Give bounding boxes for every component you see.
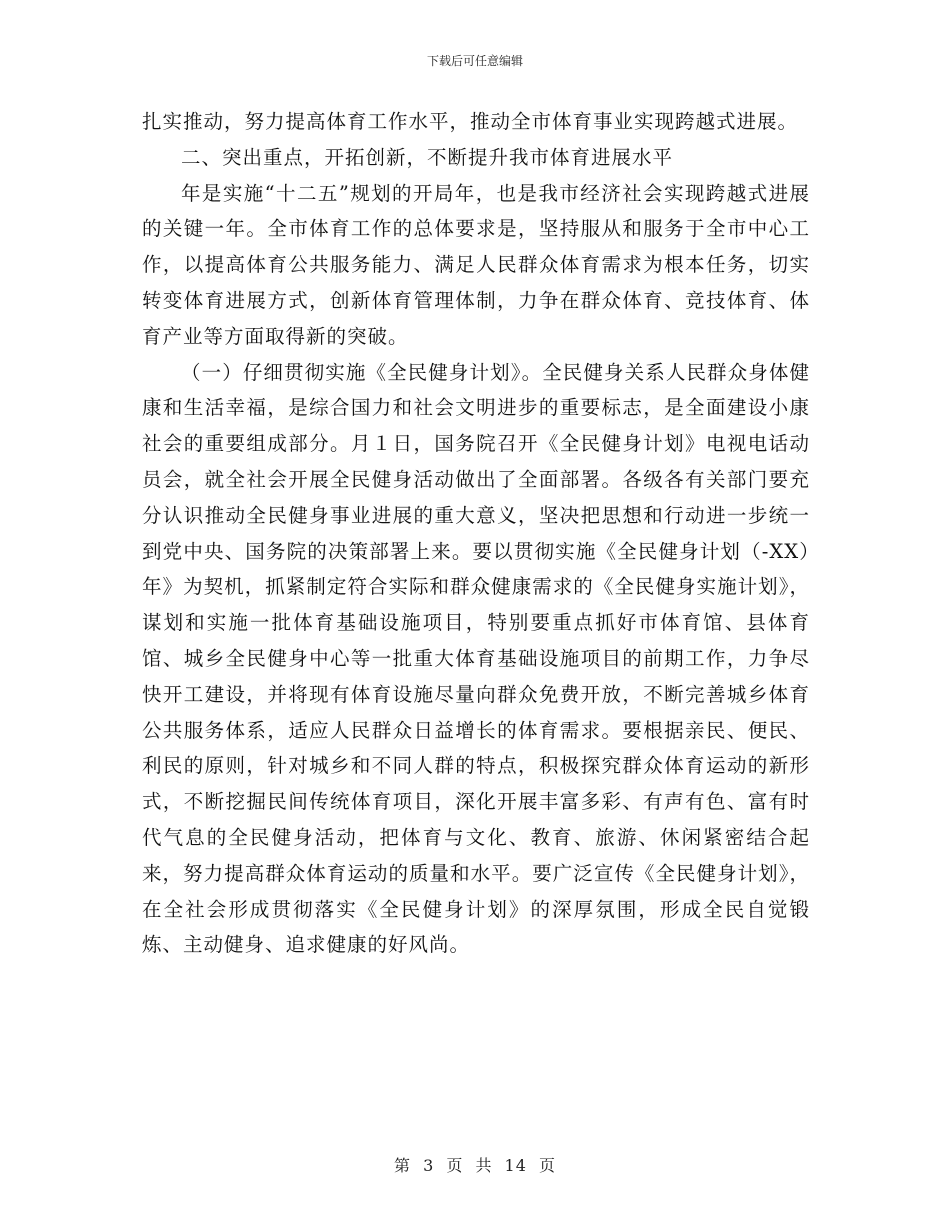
document-body <box>142 104 810 963</box>
section-heading: 二、突出重点，开拓创新，不断提升我市体育进展水平 <box>181 145 674 169</box>
paragraph-3: （一）仔细贯彻实施《全民健身计划》。全民健身关系人民群众身体健康和生活幸福，是综合国力和社会文明进步的重要标志，是全面建设小康社会的重要组成部分。月１日，国务院召开《全民健身计划》电视电话动员会，就全社会开展全民健身活动做出了全面部署。各级各有关部门要充分认识推动全民健身事业进展的重大意义，坚决把思想和行动进一步统一到党中央、国务院的决策部署上来。要以贯彻实施《全民健身计划（-XX）年》为契机，抓紧制定符合实际和群众健康需求的《全民健身实施计划》，谋划和实施一批体育基础设施项目，特别要重点抓好市体育馆、县体育馆、城乡全民健身中心等一批重大体育基础设施项目的前期工作，力争尽快开工建设，并将现有体育设施尽量向群众免费开放，不断完善城乡体育公共服务体系，适应人民群众日益增长的体育需求。要根据亲民、便民、利民的原则，针对城乡和不同人群的特点，积极探究群众体育运动的新形式，不断挖掘民间传统体育项目，深化开展丰富多彩、有声有色、富有时代气息的全民健身活动，把体育与文化、教育、旅游、休闲紧密结合起来，努力提高群众体育运动的质量和水平。要广泛宣传《全民健身计划》，在全社会形成贯彻落实《全民健身计划》的深厚氛围，形成全民自觉锻炼、主动健身、追求健康的好风尚。 <box>142 360 810 957</box>
paragraph-2: 年是实施“十二五”规划的开局年，也是我市经济社会实现跨越式进展的关键一年。全市体育工作的总体要求是，坚持服从和服务于全市中心工作，以提高体育公共服务能力、满足人民群众体育需求为根本任务，切实转变体育进展方式，创新体育管理体制，力争在群众体育、竞技体育、体育产业等方面取得新的突破。 <box>142 181 810 348</box>
page-header: 下载后可任意编辑 <box>426 54 523 68</box>
paragraph-1: 扎实推动，努力提高体育工作水平，推动全市体育事业实现跨越式进展。 <box>142 110 799 133</box>
page-number-footer: 第 3 页 共 14 页 <box>394 1156 556 1175</box>
